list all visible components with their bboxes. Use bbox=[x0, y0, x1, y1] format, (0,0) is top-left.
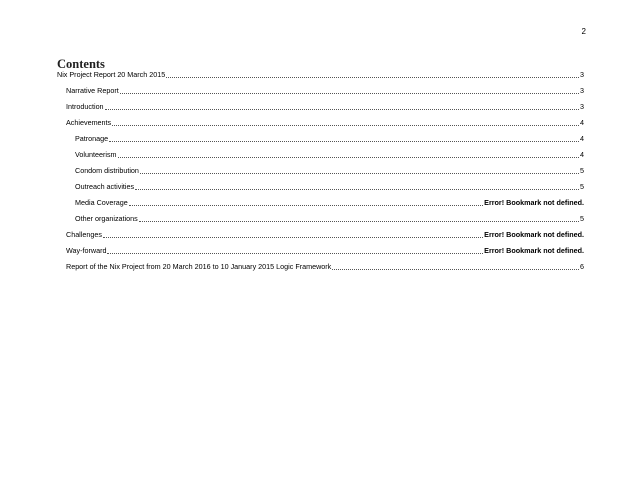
toc-entry[interactable] bbox=[57, 230, 584, 240]
toc-entry[interactable] bbox=[57, 198, 584, 208]
dot-leader bbox=[166, 77, 579, 78]
dot-leader bbox=[120, 93, 579, 94]
toc-entry[interactable] bbox=[57, 182, 584, 192]
toc-entry-label: Narrative Report bbox=[66, 86, 119, 95]
toc-entry-page: Error! Bookmark not defined. bbox=[484, 198, 584, 207]
toc-entry[interactable] bbox=[57, 86, 584, 96]
toc-entry[interactable] bbox=[57, 214, 584, 224]
toc-entry-page: Error! Bookmark not defined. bbox=[484, 246, 584, 255]
toc-entry[interactable] bbox=[57, 118, 584, 128]
dot-leader bbox=[332, 269, 579, 270]
dot-leader bbox=[135, 189, 579, 190]
toc-entry-page: 5 bbox=[580, 166, 584, 175]
toc-entry-page: 6 bbox=[580, 262, 584, 271]
toc-entry-label: Volunteerism bbox=[75, 150, 117, 159]
toc-entry[interactable] bbox=[57, 102, 584, 112]
toc-entry-label: Way-forward bbox=[66, 246, 107, 255]
toc-entry-page: 4 bbox=[580, 150, 584, 159]
dot-leader bbox=[107, 253, 483, 254]
toc-entry-label: Achievements bbox=[66, 118, 112, 127]
toc-entry-label: Nix Project Report 20 March 2015 bbox=[57, 70, 166, 79]
toc-entry-page: 4 bbox=[580, 134, 584, 143]
toc-entry-label: Other organizations bbox=[75, 214, 138, 223]
dot-leader bbox=[118, 157, 579, 158]
dot-leader bbox=[103, 237, 483, 238]
toc-title: Contents bbox=[57, 57, 105, 71]
toc-entry-label: Condom distribution bbox=[75, 166, 139, 175]
toc-entry[interactable] bbox=[57, 150, 584, 160]
toc-entry-page: 3 bbox=[580, 86, 584, 95]
dot-leader bbox=[109, 141, 579, 142]
toc-entry-page: 4 bbox=[580, 118, 584, 127]
toc-entry-label: Introduction bbox=[66, 102, 104, 111]
dot-leader bbox=[105, 109, 579, 110]
toc-entry-label: Outreach activities bbox=[75, 182, 135, 191]
toc-entry-label: Report of the Nix Project from 20 March 2016 to 10 January 2015 Logic Framework bbox=[66, 262, 332, 271]
toc-entry[interactable] bbox=[57, 262, 584, 272]
toc-entry-label: Patronage bbox=[75, 134, 109, 143]
toc-entry-page: 3 bbox=[580, 102, 584, 111]
toc-entry[interactable] bbox=[57, 70, 584, 80]
toc-entry-page: 5 bbox=[580, 182, 584, 191]
dot-leader bbox=[129, 205, 483, 206]
toc-entry[interactable] bbox=[57, 134, 584, 144]
toc-entry[interactable] bbox=[57, 246, 584, 256]
toc-entry-page: Error! Bookmark not defined. bbox=[484, 230, 584, 239]
toc-entry-label: Challenges bbox=[66, 230, 102, 239]
toc-entry-page: 5 bbox=[580, 214, 584, 223]
dot-leader bbox=[112, 125, 579, 126]
toc-entry[interactable] bbox=[57, 166, 584, 176]
toc-entry-label: Media Coverage bbox=[75, 198, 128, 207]
page-number: 2 bbox=[581, 27, 586, 36]
dot-leader bbox=[140, 173, 579, 174]
dot-leader bbox=[139, 221, 579, 222]
toc-entry-page: 3 bbox=[580, 70, 584, 79]
